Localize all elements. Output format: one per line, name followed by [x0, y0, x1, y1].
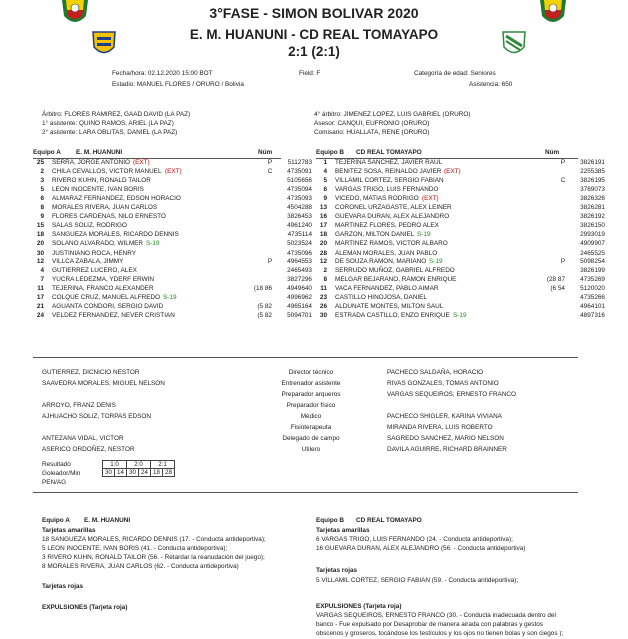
player-name: TEJERINA SANCHEZ, JAVIER RAUL — [335, 159, 443, 166]
player-row — [30, 258, 350, 267]
player-number: 18 — [319, 231, 327, 239]
player-number: 11 — [37, 285, 44, 293]
player-number: 30 — [319, 312, 327, 320]
player-number: 23 — [319, 294, 327, 302]
player-row — [30, 159, 350, 168]
player-number: 30 — [36, 249, 44, 257]
player-tag: S-19 — [417, 231, 431, 239]
player-tag: (EXT) — [422, 195, 439, 203]
player-row — [313, 240, 628, 249]
player-number: 9 — [323, 195, 327, 203]
player-id: 3826281 — [580, 204, 605, 212]
team-a-yellow-2: 5 LEON INOCENTE, IVAN BORIS (41. - Conducta antideportiva); — [42, 545, 228, 552]
player-name: FLORES CARDENAS, NILO ERNESTO — [52, 213, 166, 221]
player-name: SERRA, JORGE ANTONIO — [52, 159, 131, 166]
player-id: 3826150 — [580, 222, 605, 230]
player-name: AGUANTA CONDORI, SERGIO DAVID — [52, 303, 164, 311]
player-tag: (EXT) — [444, 168, 461, 176]
player-name: MELGAR BEJARANO, RAMON ENRIQUE — [335, 276, 457, 284]
pen-ag-label: PEN/AG — [42, 479, 67, 486]
staff-role: Preparador físico — [286, 402, 336, 409]
player-id: 4897316 — [580, 312, 605, 320]
player-position: P — [560, 258, 566, 265]
player-id: 3826192 — [580, 213, 605, 221]
player-tag: S-19 — [146, 240, 160, 248]
player-tag: S-19 — [453, 312, 467, 320]
staff-team-b: DAVILA AGUIRRE, RICHARD BRAINNER — [387, 446, 507, 453]
player-id: 4909907 — [580, 240, 605, 248]
player-name: VICEDO, MATIAS RODRIGO — [335, 195, 419, 203]
player-name: CHILA CEVALLOS, VICTOR MANUEL — [52, 168, 162, 176]
player-name: ESTRADA CASTILLO, ENZO ENRIQUE — [335, 312, 450, 320]
team-b-expulsion-1: VARGAS SEQUEIROS, ERNESTO FRANCO (30. - Conducta inadecuada dentro del — [316, 612, 556, 619]
age-category: Categoría de edad: Seniores — [414, 70, 496, 77]
player-id: 3826195 — [580, 177, 605, 185]
player-id: 2465493 — [287, 267, 312, 275]
staff-team-b: SAGREDO SANCHEZ, MARIO NELSON — [387, 435, 504, 442]
player-row — [313, 213, 628, 222]
minute: 18 — [151, 469, 163, 477]
staff-team-b: PACHECO SHIGLER, KARINA VIVIANA — [387, 413, 502, 420]
player-row — [30, 285, 350, 294]
player-name: SALAS SOLIZ, RODRIGO — [52, 222, 127, 230]
minute: 14 — [115, 469, 127, 477]
player-id: 4504288 — [287, 204, 312, 212]
player-number: 5 — [323, 177, 327, 185]
player-id: 3769073 — [580, 186, 605, 194]
player-card-minutes: (18 86 — [253, 285, 272, 293]
disc-team-b-name: CD REAL TOMAYAPO — [356, 517, 422, 524]
staff-team-a: ARROYO, FRANZ DENIS — [42, 402, 116, 409]
player-id: 4735093 — [287, 195, 312, 203]
player-id: 3826453 — [287, 213, 312, 221]
player-card-minutes: (6 54 — [550, 285, 565, 293]
player-row — [30, 294, 350, 303]
staff-team-a: ASERICO ORDOÑEZ, NESTOR — [42, 446, 135, 453]
player-name: DE SOUZA RAMON, MARIANO — [335, 258, 427, 265]
staff-team-a: SAAVEDRA MORALES, MIGUEL NELSON — [42, 380, 165, 387]
commissioner: Comisario: HUALLATA, RENE (ORURO) — [314, 129, 430, 136]
player-id: 3826199 — [580, 267, 605, 275]
player-id: 3827296 — [287, 276, 312, 284]
minute: 30 — [127, 469, 139, 477]
player-id: 5023524 — [287, 240, 312, 248]
player-row — [30, 240, 350, 249]
referee: Árbitro: FLORES RAMIREZ, GAAD DAVID (LA PAZ) — [42, 111, 191, 118]
player-name: GARZON, MILTON DANIEL — [335, 231, 415, 239]
team-b-yellow-label: Tarjetas amarillas — [316, 527, 370, 534]
player-name: TEJERINA, FRANCO ALEXANDER — [52, 285, 154, 293]
player-number: 13 — [319, 204, 327, 212]
player-number: 4 — [40, 267, 44, 275]
player-id: 2255385 — [580, 168, 605, 176]
player-position: P — [267, 159, 273, 166]
team-a-name: E. M. HUANUNI — [76, 149, 123, 156]
staff-role: Utilero — [301, 446, 321, 453]
tournament-title: 3°FASE - SIMON BOLIVAR 2020 — [209, 5, 419, 21]
team-b-num-header: Núm — [545, 149, 560, 156]
player-number: 17 — [36, 294, 44, 302]
player-number: 21 — [36, 303, 44, 311]
player-number: 1 — [323, 159, 327, 166]
player-id: 5098254 — [580, 258, 605, 265]
staff-team-a: AJHUACHO SOLIZ, TORPAS EDSON — [42, 413, 152, 420]
player-number: 11 — [320, 285, 327, 293]
match-title: E. M. HUANUNI - CD REAL TOMAYAPO — [189, 27, 439, 42]
staff-role: Médico — [300, 413, 322, 420]
player-number: 2 — [323, 267, 327, 275]
player-number: 20 — [36, 240, 44, 248]
player-row — [313, 312, 628, 321]
player-id: 4961240 — [287, 222, 312, 230]
disc-team-b-label: Equipo B — [316, 517, 345, 524]
player-row — [30, 204, 350, 213]
player-number: 6 — [40, 195, 44, 203]
player-number: 12 — [36, 258, 44, 265]
player-position: P — [560, 159, 566, 166]
player-row — [30, 222, 350, 231]
score-2: 2:0 — [127, 461, 151, 469]
player-name: CASTILLO HINOJOSA, DANIEL — [335, 294, 427, 302]
player-number: 26 — [319, 303, 327, 311]
player-id: 4996962 — [287, 294, 312, 302]
player-tag: (EXT) — [133, 159, 150, 166]
staff-team-b: VARGAS SEQUEIROS, ERNESTO FRANCO — [387, 391, 517, 398]
player-id: 5120020 — [580, 285, 605, 293]
player-name: ALDUNATE MONTES, MILTON SAUL — [335, 303, 444, 311]
player-row — [313, 276, 628, 285]
player-row — [30, 186, 350, 195]
team-b-yellow-2: 16 GUEVARA DURAN, ALEX ALEJANDRO (56. - Conducta antideportiva) — [316, 545, 526, 552]
player-name: GUEVARA DURAN, ALEX ALEJANDRO — [335, 213, 450, 221]
player-number: 24 — [36, 312, 44, 320]
player-id: 4964553 — [287, 258, 312, 265]
player-position: C — [560, 177, 566, 185]
minute: 28 — [163, 469, 175, 477]
player-number: 7 — [40, 276, 44, 284]
player-id: 2465525 — [580, 249, 605, 257]
player-row — [30, 195, 350, 204]
player-id: 4735114 — [287, 231, 312, 239]
player-name: SOLANO ALVARADO, WILMER — [52, 240, 144, 248]
staff-role: Delegado de campo — [282, 435, 340, 442]
team-b-red-1: 5 VILLAMIL CORTEZ, SERGIO FABIAN (59. - Conducta antideportiva); — [316, 577, 519, 584]
player-number: 4 — [323, 168, 327, 176]
player-row — [313, 303, 628, 312]
player-number: 16 — [319, 213, 327, 221]
player-name: VELDEZ FERNANDEZ, NEVER CRISTIAN — [52, 312, 175, 320]
player-row — [313, 250, 628, 259]
staff-role: Entrenador asistente — [281, 380, 341, 387]
player-id: 5094701 — [287, 312, 312, 320]
player-number: 18 — [36, 231, 44, 239]
stadium: Estadio: MANUEL FLORES / ORURO / Bolivia — [112, 81, 244, 88]
player-name: ALEMAN MORALES, JUAN PABLO — [335, 249, 438, 257]
team-a-yellow-3: 3 RIVERO KUHN, RONALD TAILOR (56. - Retardar la reanudación del juego); — [42, 554, 265, 561]
player-id: 3826326 — [580, 195, 605, 203]
player-name: ALMARAZ FERNANDEZ, EDSON HORACIO — [52, 195, 181, 203]
team-b-expulsion-2: banco - Fue expulsado por Desaprobar de manera airada con palabras y gestos — [316, 621, 544, 628]
player-position: P — [267, 258, 273, 265]
minute: 24 — [139, 469, 151, 477]
fourth-official: 4° árbitro: JIMENEZ LOPEZ, LUIS GABRIEL (ORURO) — [314, 111, 471, 118]
player-row — [30, 267, 350, 276]
player-row — [313, 222, 628, 231]
player-row — [313, 186, 628, 195]
player-row — [313, 231, 628, 240]
player-name: VARGAS TRIGO, LUIS FERNANDO — [335, 186, 439, 194]
player-row — [313, 195, 628, 204]
match-field: Field: F — [299, 70, 321, 77]
player-id: 4735096 — [287, 249, 312, 257]
staff-team-b: MIRANDA RIVERA, LUIS ROBERTO — [387, 424, 493, 431]
player-id: 4735091 — [287, 168, 312, 176]
player-name: JUSTINIANO ROCA, HENRY — [52, 249, 137, 257]
player-number: 12 — [319, 258, 327, 265]
player-number: 8 — [323, 276, 327, 284]
player-number: 9 — [40, 213, 44, 221]
advisor: Asesor: CANQUI, EUFRONIO (ORURO) — [314, 120, 430, 127]
player-tag: S-19 — [429, 258, 443, 265]
team-a-num-header: Núm — [258, 149, 273, 156]
player-name: SERRUDO MUÑOZ, GABRIEL ALFREDO — [335, 267, 455, 275]
disc-team-a-label: Equipo A — [42, 517, 70, 524]
match-score: 2:1 (2:1) — [288, 44, 340, 59]
player-row — [30, 177, 350, 186]
player-name: LEON INOCENTE, IVAN BORIS — [52, 186, 144, 194]
player-row — [30, 303, 350, 312]
player-id: 4965164 — [287, 303, 312, 311]
match-datetime: Fecha/hora: 02.12.2020 15:00 BOT — [112, 70, 213, 77]
player-name: VILLCA ZABALA, JIMMY — [52, 258, 124, 265]
player-id: 4735269 — [580, 276, 605, 284]
staff-team-a: GUTIERREZ, DICNICIO NESTOR — [42, 369, 140, 376]
player-row — [313, 177, 628, 186]
player-id: 3826191 — [580, 159, 605, 166]
player-name: COLQUE CRUZ, MANUEL ALFREDO — [52, 294, 161, 302]
player-id: 4735266 — [580, 294, 605, 302]
player-number: 15 — [36, 222, 44, 230]
player-name: CORONEL URZAGASTE, ALEX LEINER — [335, 204, 452, 212]
player-row — [313, 267, 628, 276]
team-b-red-label: Tarjetas rojas — [316, 567, 358, 574]
result-label: Resultado — [42, 461, 71, 468]
player-row — [30, 250, 350, 259]
player-name: GUTIERREZ LUCERO, ALEX — [52, 267, 137, 275]
team-b-yellow-1: 6 VARGAS TRIGO, LUIS FERNANDO (24. - Conducta antideportiva); — [316, 536, 513, 543]
score-3: 2:1 — [151, 461, 175, 469]
staff-team-b: PACHECO SALDAÑA, HORACIO — [387, 369, 484, 376]
disc-team-a-name: E. M. HUANUNI — [84, 517, 131, 524]
player-number: 8 — [40, 204, 44, 212]
player-name: VACA FERNANDEZ, PABLO AIMAR — [335, 285, 439, 293]
player-row — [313, 204, 628, 213]
team-a-yellow-label: Tarjetas amarillas — [42, 527, 96, 534]
player-row — [30, 312, 350, 321]
minute: 30 — [103, 469, 115, 477]
player-tag: (EXT) — [165, 168, 182, 176]
player-number: 20 — [319, 240, 327, 248]
player-row — [30, 276, 350, 285]
team-b-expulsions-label: EXPULSIONES (Tarjeta roja) — [316, 603, 402, 610]
player-name: MORALES RIVERA, JUAN CARLOS — [52, 204, 158, 212]
team-a-expulsions-label: EXPULSIONES (Tarjeta roja) — [42, 604, 128, 611]
scorer-label: Goleador/Min — [42, 470, 81, 477]
staff-team-a: ANTEZANA VIDAL, VICTOR — [42, 435, 124, 442]
lineups-bottom-rule — [33, 357, 578, 358]
player-row — [30, 168, 350, 177]
player-card-minutes: (28 87 — [546, 276, 565, 284]
player-number: 28 — [319, 249, 327, 257]
player-id: 4735094 — [287, 186, 312, 194]
player-number: 3 — [40, 177, 44, 185]
player-name: MARTINEZ FLORES, PEDRO ALEX — [335, 222, 439, 230]
player-position: C — [267, 168, 273, 176]
team-a-yellow-4: 8 MORALES RIVERA, JUAN CARLOS (62. - Conducta antideportiva) — [42, 563, 239, 570]
team-b-name: CD REAL TOMAYAPO — [356, 149, 422, 156]
player-row — [313, 285, 628, 294]
team-a-yellow-1: 18 SANGUEZA MORALES, RICARDO DENNIS (17. - Conducta antideportiva); — [42, 536, 266, 543]
team-b-label: Equipo B — [316, 149, 345, 156]
player-row — [313, 168, 628, 177]
player-name: RIVERO KUHN, RONALD TAILOR — [52, 177, 151, 185]
player-name: VILLAMIL CORTEZ, SERGIO FABIAN — [335, 177, 444, 185]
player-row — [313, 294, 628, 303]
player-name: MARTINEZ RAMOS, VICTOR ALBARO — [335, 240, 448, 248]
assistant-1: 1° asistente: QUINO RAMOS, ARIEL (LA PAZ) — [42, 120, 174, 127]
score-1: 1:0 — [103, 461, 127, 469]
player-id: 2993019 — [580, 231, 605, 239]
player-row — [313, 258, 628, 267]
player-row — [30, 213, 350, 222]
player-id: 4949640 — [287, 285, 312, 293]
player-id: 4964101 — [580, 303, 605, 311]
staff-role: Fisioterapeuta — [290, 424, 332, 431]
team-a-red-label: Tarjetas rojas — [42, 583, 84, 590]
player-id: 5105656 — [287, 177, 312, 185]
player-number: 5 — [40, 186, 44, 194]
player-row — [30, 231, 350, 240]
player-card-minutes: (5 82 — [257, 303, 272, 311]
attendance: Asistencia: 650 — [469, 81, 513, 88]
player-tag: S-19 — [163, 294, 177, 302]
team-b-expulsion-3: obscenos y groseros, tocándose los testículos y los ojos no tienen bolas y son ciegos ); — [316, 630, 564, 637]
player-card-minutes: (5 82 — [257, 312, 272, 320]
player-id: 5112783 — [287, 159, 312, 166]
player-row — [313, 159, 628, 168]
team-a-label: Equipo A — [33, 149, 61, 156]
results-table — [102, 460, 175, 477]
staff-role: Director técnico — [288, 369, 334, 376]
player-number: 17 — [319, 222, 327, 230]
player-name: YUCRA LEDEZMA, YDERF ERWIN — [52, 276, 155, 284]
results-bottom-rule — [33, 492, 578, 493]
player-number: 6 — [323, 186, 327, 194]
assistant-2: 2° asistente: LARA OBLITAS, DANIEL (LA PAZ) — [42, 129, 178, 136]
staff-role: Preparador arqueros — [281, 391, 341, 398]
staff-team-b: RIVAS GONZALES, TOMAS ANTONIO — [387, 380, 499, 387]
player-name: BENITEZ SOSA, REINALDO JAVIER — [335, 168, 442, 176]
player-number: 25 — [36, 159, 44, 166]
player-number: 2 — [40, 168, 44, 176]
player-name: SANGUEZA MORALES, RICARDO DENNIS — [52, 231, 179, 239]
